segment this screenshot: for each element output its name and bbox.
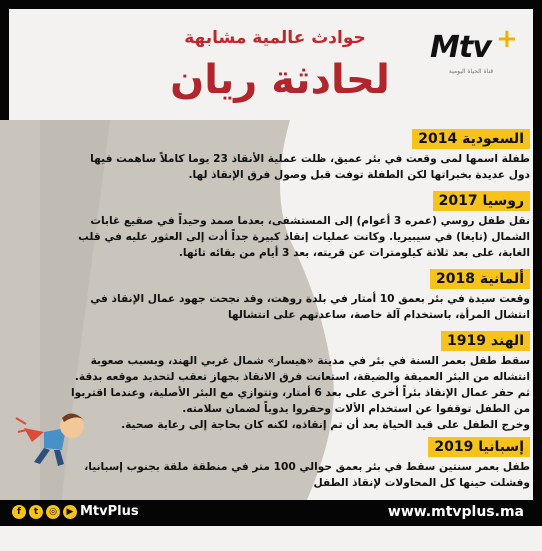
incident-germany — [30, 268, 530, 323]
instagram-icon[interactable]: ◎ — [46, 505, 60, 519]
footer-bottom-strip — [0, 526, 542, 551]
youtube-icon[interactable]: ▶ — [63, 505, 77, 519]
incident-heading: السعودية 2014 — [412, 129, 530, 149]
incident-line: سقط طفل بعمر السنة في بئر في مدينة «هيسار» شمال غربي الهند، وبسبب صعوبة — [90, 355, 530, 367]
incident-line: طفلة اسمها لمى وقعت في بئر عميق، ظلت عملية الأنقاذ 23 يوما كاملاً ساهمت فيها — [90, 153, 530, 165]
incident-heading: ألمانية 2018 — [430, 269, 530, 289]
incident-heading: روسيا 2017 — [433, 191, 530, 211]
logo-plus: + — [496, 24, 518, 54]
incident-line: ثم حفر عمال الإنقاذ بئراً أخرى على بعد 6 أمتار، وتتوازي مع البئر الأصلية، وعندما اقتربوا — [71, 387, 530, 399]
incident-line: وفشلت حينها كل المحاولات لإنقاذ الطفل — [313, 477, 530, 489]
logo-word: Mtv — [430, 30, 491, 65]
header-title: لحادثة ريان — [170, 57, 390, 103]
facebook-icon[interactable]: f — [12, 505, 26, 519]
social-handle[interactable]: MtvPlus — [80, 504, 139, 519]
mtv-plus-logo — [422, 26, 522, 86]
incident-line: وخرج الطفل على قيد الحياة بعد أن تم إنقاذه، لكنه كان بحاجة إلى رعاية صحية. — [121, 419, 530, 431]
incident-line: الشمال (تايغا) في سيبيريا. وكانت عمليات إنقاذ كبيرة جداً أدت إلى العثور عليه في قلب — [78, 231, 530, 243]
incident-saudi — [30, 128, 530, 183]
logo-tagline: قناة الحياة اليومية — [448, 68, 494, 75]
header-subtitle: حوادث عالمية مشابهة — [184, 28, 366, 48]
incident-line: نقل طفل روسي (عمره 3 أعوام) إلى المستشفى، بعدما صمد وحيداً في صقيع غابات — [90, 215, 530, 227]
twitter-icon[interactable]: t — [29, 505, 43, 519]
incident-line: وقعت سيدة في بئر بعمق 10 أمتار في بلدة روهت، وقد نجحت جهود عمال الإنقاذ في — [90, 293, 530, 305]
incident-line: الغابة، على بعد ثلاثة كيلومترات عن قريته، بعد 3 أيام من بقائه تائها. — [178, 247, 530, 259]
frame-top-border — [0, 0, 542, 9]
incident-line: طفل بعمر سنتين سقط في بئر بعمق حوالي 100 متر في منطقة ملقة بجنوب إسبانيا، — [84, 461, 530, 473]
footer-bar — [0, 500, 542, 526]
falling-child-illustration — [14, 398, 94, 468]
incident-heading: إسبانيا 2019 — [428, 437, 530, 457]
incident-russia — [30, 190, 530, 261]
incident-heading: الهند 1919 — [441, 331, 530, 351]
incident-line: من الطفل توقفوا عن استخدام الألات وحفروا يدوياً لضمان سلامته. — [182, 403, 530, 415]
incident-spain — [30, 436, 530, 491]
incident-line: انتشاله من البئر العميقة والضيقة، استعانت فرق الانقاذ بجهاز تعقب لتحديد موقعه بدقة. — [74, 371, 530, 383]
incident-india — [30, 330, 530, 433]
social-icons — [12, 505, 77, 519]
incident-line: انتشال المرأة، باستخدام آلة خاصة، ساعدتهم على انتشالها — [227, 309, 530, 321]
website-url[interactable]: www.mtvplus.ma — [387, 504, 524, 520]
incident-line: دول عديدة بخبراتها لكن الطفلة توفت قبل وصول فرق الإنقاذ لها. — [188, 169, 530, 181]
